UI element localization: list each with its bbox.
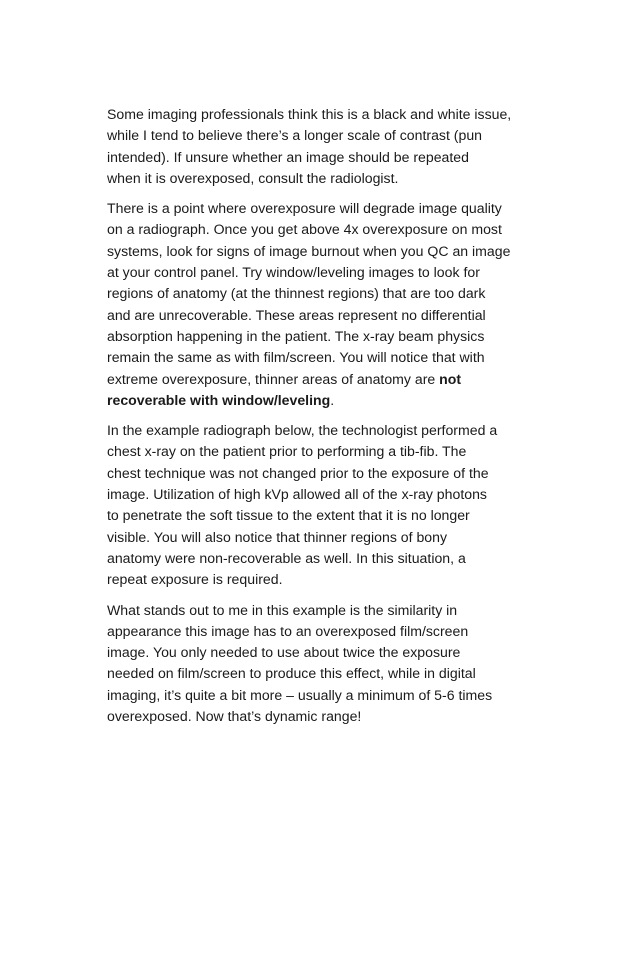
- text-line: appearance this image has to an overexposed film/screen: [107, 622, 469, 639]
- text-line: imaging, it’s quite a bit more – usually a minimum of 5-6 times: [107, 686, 493, 703]
- text-line: remain the same as with film/screen. You will notice that with: [107, 349, 485, 366]
- text-line: Some imaging professionals think this is a black and white issue,: [107, 106, 512, 122]
- paragraph-1: [107, 104, 537, 189]
- text-line: while I tend to believe there’s a longer scale of contrast (pun: [107, 127, 483, 144]
- text-line: image. Utilization of high kVp allowed all of the x-ray photons: [107, 486, 487, 503]
- text-line: chest x-ray on the patient prior to performing a tib-fib. The: [107, 443, 467, 460]
- paragraph-2: [107, 198, 537, 411]
- text-line: [107, 369, 537, 390]
- text-line: repeat exposure is required.: [107, 571, 283, 588]
- paragraph-3: [107, 420, 537, 590]
- text-line-suffix: .: [330, 391, 335, 408]
- emphasis-text: not: [439, 370, 462, 387]
- text-line: and are unrecoverable. These areas represent no differential: [107, 306, 486, 323]
- text-line: absorption happening in the patient. The x-ray beam physics: [107, 327, 485, 344]
- document-body: [107, 104, 537, 736]
- emphasis-text: recoverable with window/leveling: [107, 391, 331, 408]
- text-line: at your control panel. Try window/leveling images to look for: [107, 264, 480, 281]
- text-line: In the example radiograph below, the technologist performed a: [107, 422, 498, 439]
- text-line: What stands out to me in this example is the similarity in: [107, 601, 458, 618]
- text-line: regions of anatomy (at the thinnest regions) that are too dark: [107, 285, 486, 302]
- text-line: [107, 390, 537, 411]
- text-line-prefix: extreme overexposure, thinner areas of anatomy are: [107, 370, 440, 387]
- text-line: to penetrate the soft tissue to the extent that it is no longer: [107, 507, 470, 524]
- paragraph-4: [107, 600, 537, 728]
- text-line: on a radiograph. Once you get above 4x overexposure on most: [107, 221, 502, 238]
- text-line: when it is overexposed, consult the radiologist.: [107, 169, 399, 186]
- text-line: systems, look for signs of image burnout when you QC an image: [107, 242, 511, 259]
- text-line: chest technique was not changed prior to the exposure of the: [107, 464, 489, 481]
- text-line: There is a point where overexposure will degrade image quality: [107, 200, 502, 217]
- text-line: intended). If unsure whether an image should be repeated: [107, 148, 469, 165]
- text-line: overexposed. Now that’s dynamic range!: [107, 708, 362, 725]
- text-line: anatomy were non-recoverable as well. In this situation, a: [107, 549, 466, 566]
- text-line: visible. You will also notice that thinner regions of bony: [107, 528, 448, 545]
- text-line: image. You only needed to use about twice the exposure: [107, 644, 461, 661]
- text-line: needed on film/screen to produce this effect, while in digital: [107, 665, 476, 682]
